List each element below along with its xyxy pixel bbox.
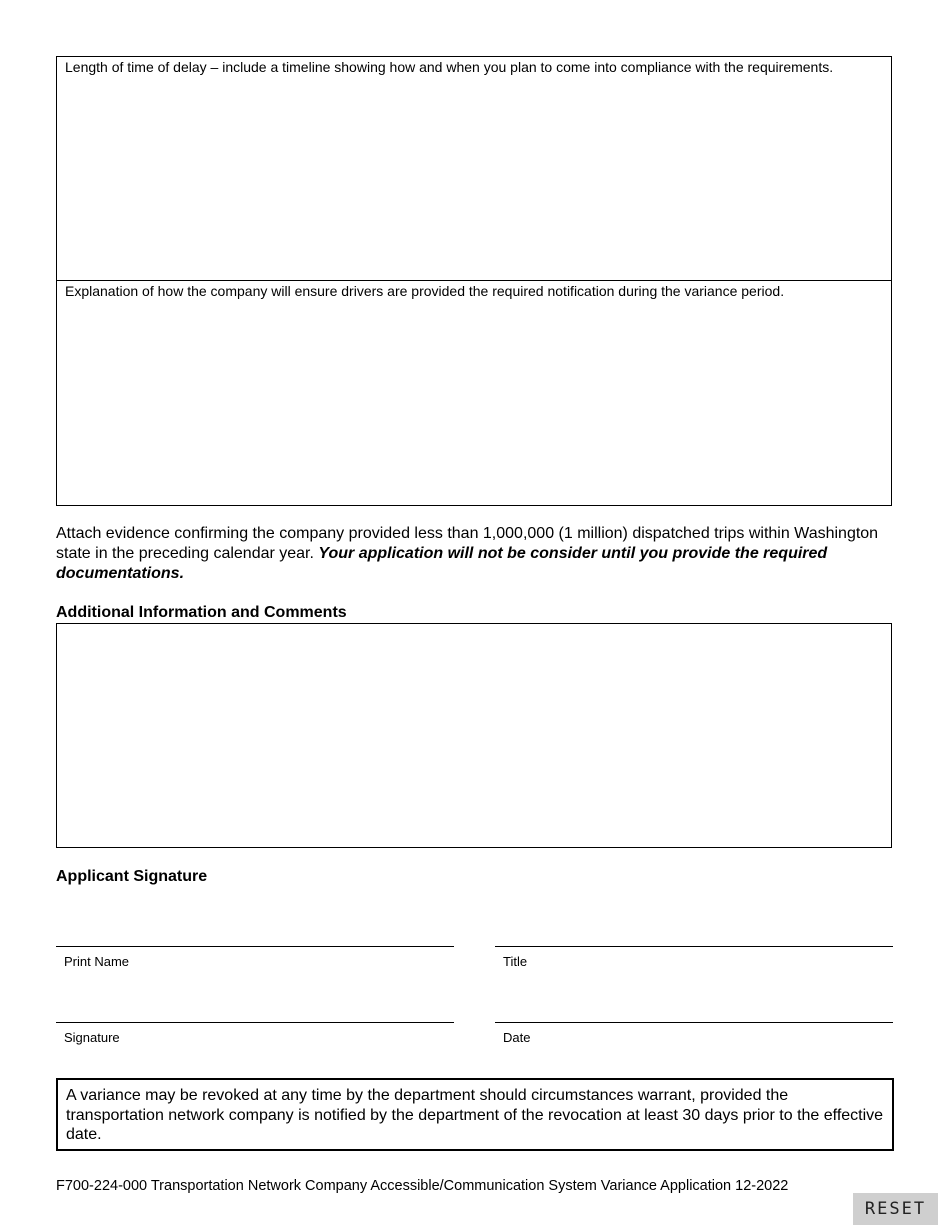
title-label: Title [503,954,528,969]
delay-timeline-input[interactable] [63,99,885,274]
title-input[interactable] [499,916,889,946]
driver-notification-box [56,280,892,506]
evidence-text: Attach evidence confirming the company provided less than 1,000,000 (1 million) dispatched trips within Washington state in the preceding calendar year. [56,525,879,562]
date-line [495,1022,893,1023]
reset-button[interactable]: RESET [853,1193,938,1225]
signature-line [56,1022,454,1023]
form-footer: F700-224-000 Transportation Network Company Accessible/Communication System Variance Application 12-2022 [56,1178,789,1194]
date-input[interactable] [499,992,889,1022]
print-name-input[interactable] [60,916,450,946]
title-line [495,946,893,947]
applicant-signature-heading: Applicant Signature [56,868,208,885]
signature-input[interactable] [60,992,450,1022]
delay-timeline-label: Length of time of delay – include a timeline showing how and when you plan to come into compliance with the requirements. [65,59,834,75]
revocation-notice: A variance may be revoked at any time by the department should circumstances warrant, provided the transportation network company is notified by the department of the revocation at least 30 days prior to the effective date. [56,1078,894,1151]
additional-info-input[interactable] [63,630,885,841]
date-label: Date [503,1030,531,1045]
additional-info-heading: Additional Information and Comments [56,604,347,621]
print-name-label: Print Name [64,954,130,969]
driver-notification-label: Explanation of how the company will ensure drivers are provided the required notification during the variance period. [65,283,785,299]
signature-label: Signature [64,1030,120,1045]
evidence-paragraph [56,524,892,584]
driver-notification-input[interactable] [63,307,885,499]
delay-timeline-box [56,56,892,281]
print-name-line [56,946,454,947]
additional-info-box [56,623,892,848]
evidence-emphasis: Your application will not be consider until you provide the required documentations. [56,545,828,582]
